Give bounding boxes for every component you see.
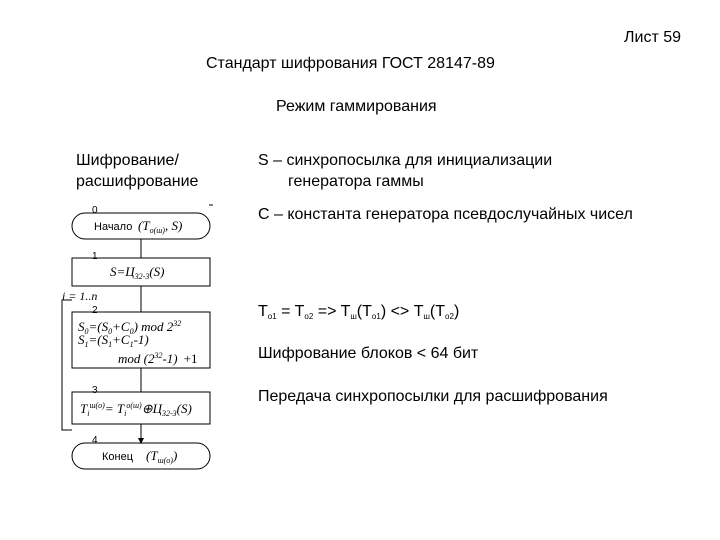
- formula-sub: 1: [108, 340, 113, 349]
- formula-sub: i: [87, 409, 90, 418]
- formula-part: -1): [133, 332, 149, 347]
- sync-transfer-note: Передача синхропосылки для расшифрования: [258, 388, 608, 405]
- formula-sub: i: [124, 409, 127, 418]
- page-subtitle: Режим гаммирования: [276, 98, 437, 115]
- start-label: Начало: [94, 221, 133, 233]
- formula-sub: 1: [84, 340, 89, 349]
- mode-label-line1: Шифрование/: [76, 152, 179, 169]
- eq-part: ) <> T: [380, 303, 424, 320]
- sync-note-line1: S – синхропосылка для инициализации: [258, 152, 553, 169]
- block-number-1: 1: [92, 251, 98, 262]
- start-params: [138, 218, 182, 238]
- loop-bracket: [62, 300, 72, 430]
- formula-part: S=Ц: [110, 264, 135, 279]
- formula-sup: 32: [173, 319, 182, 328]
- formula-sub: 0: [84, 327, 89, 336]
- formula-part: ) mod 2: [133, 319, 174, 334]
- sheet-number: Лист 59: [624, 29, 682, 46]
- formula-part: (S): [149, 264, 165, 279]
- formula-part: mod (2: [118, 351, 155, 366]
- formula-part: +C: [112, 332, 130, 347]
- eq-part: T: [258, 303, 268, 320]
- block-number-2: 2: [92, 305, 98, 316]
- loop-range: i = 1..n: [62, 289, 98, 303]
- formula-part: = T: [104, 401, 125, 416]
- eq-sub: o2: [304, 312, 314, 321]
- formula-part: =(S: [88, 319, 109, 334]
- formula-part: S: [78, 332, 85, 347]
- formula-part: T: [80, 401, 88, 416]
- formula-sub: 32-3: [162, 409, 177, 418]
- formula-sup: 32: [154, 351, 163, 360]
- eq-sub: ш: [350, 312, 357, 321]
- formula-part: ): [172, 448, 178, 463]
- formula-part: +1: [183, 351, 198, 366]
- page-title: Стандарт шифрования ГОСТ 28147-89: [206, 55, 495, 72]
- block-number-0: 0: [92, 205, 98, 216]
- eq-sub: o2: [445, 312, 454, 321]
- formula-part: +C: [112, 319, 130, 334]
- formula-part: ⊕Ц: [141, 401, 162, 416]
- mode-label-line2: расшифрование: [76, 173, 199, 190]
- sync-shift-formula: [110, 264, 165, 284]
- eq-part: = T: [276, 303, 305, 320]
- end-label: Конец: [102, 451, 134, 463]
- eq-part: (T: [356, 303, 372, 320]
- formula-sub: o(ш): [149, 226, 165, 235]
- formula-sub: 0: [108, 327, 113, 336]
- formula-sub: ш(о): [157, 456, 173, 465]
- formula-sub: 32-3: [134, 272, 150, 281]
- formula-part: =(S: [88, 332, 109, 347]
- eq-sub: o1: [371, 312, 381, 321]
- formula-part: , S): [164, 218, 183, 233]
- block-number-4: 4: [92, 435, 98, 446]
- block-number-3: 3: [92, 385, 98, 396]
- formula-part: (T: [138, 218, 150, 233]
- formula-part: S: [78, 319, 85, 334]
- constant-note: С – константа генератора псевдослучайных чисел: [258, 206, 633, 223]
- end-params: [146, 448, 177, 468]
- eq-part: => T: [313, 303, 351, 320]
- short-block-note: Шифрование блоков < 64 бит: [258, 345, 479, 362]
- eq-sub: o1: [267, 312, 277, 321]
- gamma-formula: [80, 398, 192, 421]
- eq-part: (T: [429, 303, 446, 320]
- formula-sub: 0: [129, 327, 134, 336]
- formula-sub: 1: [129, 340, 134, 349]
- formula-sup: о(ш): [126, 401, 142, 410]
- s1-modulus: [118, 348, 197, 366]
- formula-sup: ш(о): [89, 401, 105, 410]
- sync-note-line2: генератора гаммы: [288, 173, 424, 190]
- eq-part: ): [453, 303, 460, 320]
- formula-part: (S): [176, 401, 192, 416]
- formula-part: -1): [162, 351, 178, 366]
- formula-part: (T: [146, 448, 158, 463]
- eq-sub: ш: [423, 312, 430, 321]
